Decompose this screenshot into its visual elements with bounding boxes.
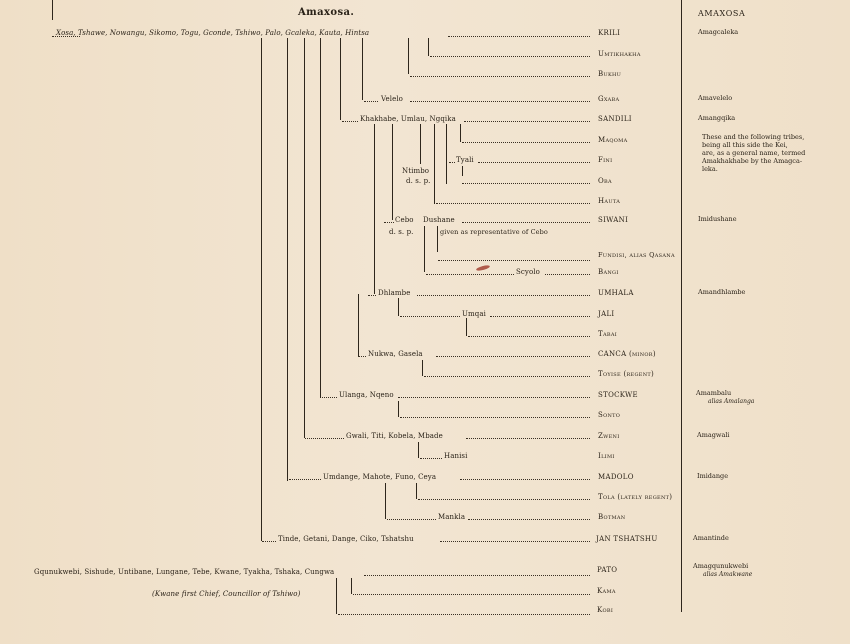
- branch-line: [434, 124, 435, 204]
- branch-line: [418, 442, 419, 458]
- note-this-side-kei-2: being all this side the Kei,: [702, 141, 788, 149]
- tribe-imidange: Imidange: [697, 472, 729, 480]
- leader-dots: [438, 260, 590, 261]
- lineage-khakhabe: Khakhabe, Umlau, Ngqika: [360, 115, 456, 123]
- tribe-amambalu-alias: alias Amalanga: [708, 398, 755, 405]
- leader-dots: [424, 376, 590, 377]
- chief-oba: Oba: [598, 177, 612, 185]
- leader-dots: [353, 594, 590, 595]
- leader-dots: [468, 336, 590, 337]
- leader-dots: [400, 417, 590, 418]
- leader-dots: [338, 614, 590, 615]
- leader-dots: [436, 203, 590, 204]
- branch-line: [446, 124, 447, 184]
- tribe-amandhlambe: Amandhlambe: [698, 288, 746, 296]
- leader-dots: [342, 121, 358, 122]
- kwane-note: (Kwane first Chief, Councillor of Tshiwo): [152, 590, 301, 598]
- lineage-gqunukwebi: [34, 568, 334, 576]
- note-this-side-kei-1: These and the following tribes,: [702, 133, 805, 141]
- lineage-umqai: Umqai: [462, 310, 486, 318]
- branch-line: [374, 124, 375, 294]
- leader-dots: [420, 458, 442, 459]
- lineage-gwali: Gwali, Titi, Kobela, Mbade: [346, 432, 443, 440]
- ntimbo-dsp: d. s. p.: [406, 177, 431, 185]
- branch-line: [398, 401, 399, 417]
- tribe-amagqunukwebi-alias: alias Amakwane: [703, 571, 753, 578]
- leader-dots: [478, 162, 590, 163]
- leader-dots: [462, 142, 590, 143]
- branch-line: [351, 578, 352, 594]
- ink-stain: [476, 264, 491, 271]
- branch-line: [424, 226, 425, 272]
- leader-dots: [426, 274, 514, 275]
- tribe-amagcaleka: Amagcaleka: [698, 28, 739, 36]
- chief-maqoma: Maqoma: [598, 136, 628, 144]
- leader-dots: [358, 356, 366, 357]
- lineage-cebo: Cebo: [395, 216, 414, 224]
- leader-dots: [448, 36, 590, 37]
- lineage-ulanga: Ulanga, Nqeno: [339, 391, 394, 399]
- leader-dots: [400, 316, 460, 317]
- lineage-velelo: Velelo: [381, 95, 403, 103]
- branch-line: [437, 226, 438, 252]
- leader-dots: [398, 397, 590, 398]
- chief-fini: Fini: [598, 156, 613, 164]
- leader-dots: [387, 519, 436, 520]
- note-this-side-kei-4: Amakhakhabe by the Amagca-: [702, 157, 803, 165]
- leader-dots: [289, 479, 321, 480]
- branch-line: [462, 166, 463, 176]
- chief-toyise: Toyise (regent): [598, 370, 655, 378]
- chief-botman: Botman: [598, 513, 626, 521]
- leader-dots: [410, 101, 590, 102]
- lineage-root: Xosa, Tshawe, Nowangu, Sikomo, Togu, Gconde, Tshiwo, Palo, Gcaleka, Kauta, Hintsa: [56, 29, 370, 37]
- leader-dots: [368, 295, 376, 296]
- leader-dots: [384, 222, 394, 223]
- chief-fundisi: [598, 251, 675, 259]
- leader-dots: [545, 274, 590, 275]
- trunk-line: [287, 38, 288, 481]
- note-this-side-kei-5: leka.: [702, 165, 718, 173]
- chief-gxaba: Gxaba: [598, 95, 620, 103]
- chief-madolo: MADOLO: [598, 473, 634, 481]
- chief-stockwe: STOCKWE: [598, 391, 638, 399]
- branch-line: [416, 483, 417, 499]
- lineage-umdange: Umdange, Mahote, Funo, Ceya: [323, 473, 437, 481]
- tribe-amantinde: Amantinde: [693, 534, 729, 542]
- chief-umhala: UMHALA: [598, 289, 634, 297]
- lineage-ntimbo: Ntimbo: [402, 167, 430, 175]
- lineage-tyali: Tyali: [456, 156, 474, 164]
- trunk-line: [261, 38, 262, 541]
- lineage-mankla: Mankla: [438, 513, 466, 521]
- lineage-tinde: Tinde, Getani, Dange, Ciko, Tshatshu: [278, 535, 414, 543]
- lineage-nukwa: Nukwa, Gasela: [368, 350, 423, 358]
- lineage-hanisi: Hanisi: [444, 452, 468, 460]
- chief-kama: Kama: [597, 587, 616, 595]
- leader-dots: [52, 36, 80, 37]
- leader-dots: [417, 295, 590, 296]
- leader-dots: [305, 438, 344, 439]
- tribe-amangqika: Amangqika: [698, 114, 736, 122]
- leader-dots: [490, 316, 590, 317]
- branch-line: [466, 318, 467, 336]
- branch-line: [358, 294, 359, 356]
- chief-fundisi-label: Fundisi, alias Qasana: [598, 251, 675, 259]
- branch-line: [420, 124, 421, 164]
- trunk-line: [340, 38, 341, 120]
- leader-dots: [462, 222, 590, 223]
- chief-hauta: Hauta: [598, 197, 621, 205]
- leader-dots: [418, 499, 590, 500]
- chief-tabai: Tabai: [598, 330, 618, 338]
- trunk-line: [304, 38, 305, 438]
- chief-zweni: Zweni: [598, 432, 620, 440]
- tribe-imidushane: Imidushane: [698, 215, 737, 223]
- chief-canca: CANCA (minor): [598, 350, 656, 358]
- leader-dots: [364, 575, 590, 576]
- leader-dots: [440, 541, 590, 542]
- branch-line: [385, 483, 386, 519]
- tribe-amagqunukwebi: Amagqunukwebi: [693, 562, 749, 570]
- leader-dots: [364, 101, 378, 102]
- tribe-amambalu: Amambalu: [696, 389, 732, 397]
- leader-dots: [430, 56, 590, 57]
- leader-dots: [436, 356, 590, 357]
- leader-dots: [468, 519, 590, 520]
- trunk-line: [408, 38, 409, 74]
- leader-dots: [460, 479, 590, 480]
- chief-bukhu: Bukhu: [598, 70, 622, 78]
- chief-kobi: Kobi: [597, 606, 614, 614]
- chief-jali: JALI: [598, 310, 615, 318]
- column-rule-left: [52, 0, 53, 20]
- tribe-amagwali: Amagwali: [697, 431, 730, 439]
- chief-siwani: SIWANI: [598, 216, 629, 224]
- branch-line: [460, 124, 461, 142]
- note-this-side-kei-3: are, as a general name, termed: [702, 149, 806, 157]
- trunk-line: [320, 38, 321, 398]
- chief-tola: Tola (lately regent): [598, 493, 673, 501]
- leader-dots: [462, 183, 590, 184]
- chief-ilimi: Ilimi: [598, 452, 615, 460]
- chief-pato: PATO: [597, 566, 618, 574]
- branch-line: [392, 124, 393, 220]
- chief-umtikhakha: Umtikhakha: [598, 50, 641, 58]
- leader-dots: [466, 438, 590, 439]
- lineage-gqunukwebi-label: Gqunukwebi, Sishude, Untibane, Lungane, Tebe, Kwane, Tyakha, Tshaka, Cungwa: [34, 568, 335, 576]
- chief-jan-tshatshu: JAN TSHATSHU: [596, 535, 658, 543]
- branch-line: [336, 578, 337, 614]
- lineage-dhlambe: Dhlambe: [378, 289, 411, 297]
- leader-dots: [449, 162, 455, 163]
- trunk-line: [362, 38, 363, 100]
- page-title: Amaxosa.: [298, 7, 355, 18]
- lineage-dushane: Dushane: [423, 216, 455, 224]
- chief-bangi: Bangi: [598, 268, 619, 276]
- leader-dots: [322, 397, 337, 398]
- cebo-note: given as representative of Cebo: [440, 228, 548, 236]
- leader-dots: [410, 76, 590, 77]
- leader-dots: [464, 121, 590, 122]
- chief-sandili: SANDILI: [598, 115, 632, 123]
- tribe-column-title: AMAXOSA: [698, 9, 746, 18]
- trunk-line: [428, 38, 429, 56]
- chief-sonto: Sonto: [598, 411, 621, 419]
- lineage-scyolo: Scyolo: [516, 268, 540, 276]
- column-rule-right: [681, 0, 682, 612]
- branch-line: [398, 298, 399, 316]
- chief-krili: KRILI: [598, 29, 621, 37]
- branch-line: [422, 360, 423, 376]
- cebo-dsp: d. s. p.: [389, 228, 414, 236]
- tribe-amavelelo: Amavelelo: [698, 94, 733, 102]
- leader-dots: [262, 541, 276, 542]
